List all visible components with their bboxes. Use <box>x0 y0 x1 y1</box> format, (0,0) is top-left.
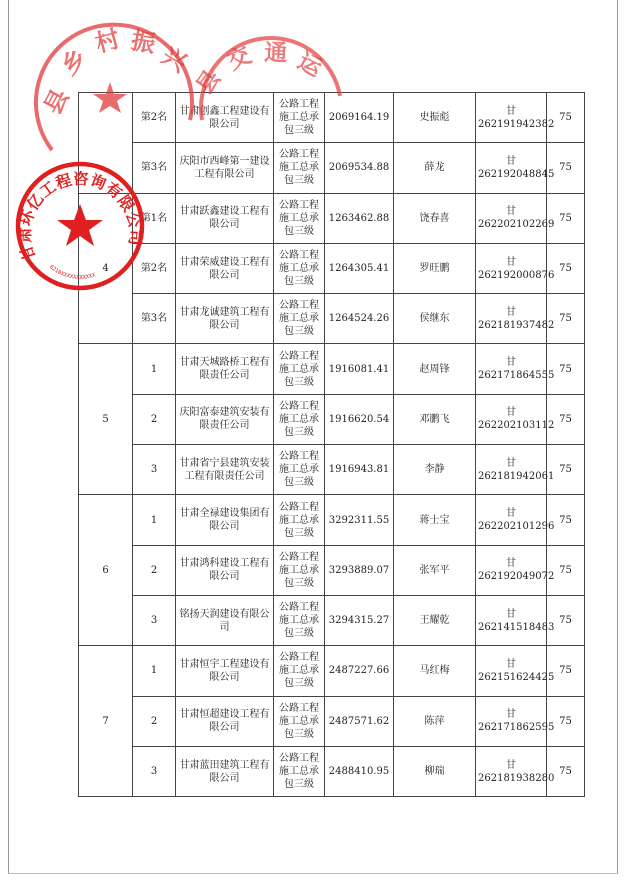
bid-price-cell: 1264524.26 <box>325 294 394 344</box>
svg-text:通: 通 <box>263 39 288 67</box>
group-number <box>79 93 133 194</box>
svg-text:村: 村 <box>92 23 123 58</box>
rank-cell: 1 <box>133 344 176 394</box>
score-cell: 75 <box>547 143 585 193</box>
table-row <box>79 646 585 696</box>
rank-cell: 第3名 <box>133 143 176 193</box>
table-row <box>79 344 585 394</box>
qualification-cell: 公路工程施工总承包三级 <box>274 595 325 645</box>
svg-text:6210XXXXXXXXXXX: 6210XXXXXXXXXXX <box>47 264 97 282</box>
rank-cell: 3 <box>133 595 176 645</box>
table-row <box>79 243 585 293</box>
table-row <box>79 93 585 143</box>
score-cell: 75 <box>547 193 585 243</box>
table-row <box>79 193 585 243</box>
bid-price-cell: 1916943.81 <box>325 445 394 495</box>
manager-cell: 李静 <box>394 445 476 495</box>
certificate-cell <box>476 595 555 645</box>
certificate-number: 262151624425 <box>478 671 555 683</box>
score-cell: 75 <box>547 495 585 545</box>
certificate-prefix: 甘 <box>506 709 516 721</box>
manager-cell: 薛龙 <box>394 143 476 193</box>
company-cell: 甘肃鸿科建设工程有限公司 <box>176 545 274 595</box>
qualification-cell: 公路工程施工总承包三级 <box>274 394 325 444</box>
certificate-number: 262192049072 <box>478 571 555 583</box>
table-row <box>79 495 585 545</box>
bid-price-cell: 2487571.62 <box>325 696 394 746</box>
group-number: 4 <box>79 193 133 344</box>
bid-price-cell: 2488410.95 <box>325 746 394 796</box>
bid-price-cell: 1263462.88 <box>325 193 394 243</box>
qualification-cell: 公路工程施工总承包三级 <box>274 696 325 746</box>
certificate-number: 262171862595 <box>478 722 555 734</box>
rank-cell: 1 <box>133 495 176 545</box>
rank-cell: 2 <box>133 394 176 444</box>
certificate-number: 262181938280 <box>478 772 555 784</box>
certificate-cell <box>476 243 555 293</box>
svg-text:县: 县 <box>190 65 227 100</box>
manager-cell: 邓鹏飞 <box>394 394 476 444</box>
score-cell: 75 <box>547 545 585 595</box>
bid-price-cell: 1916620.54 <box>325 394 394 444</box>
qualification-cell: 公路工程施工总承包三级 <box>274 294 325 344</box>
qualification-cell: 公路工程施工总承包三级 <box>274 646 325 696</box>
certificate-number: 262171864555 <box>478 370 555 382</box>
score-cell: 75 <box>547 746 585 796</box>
certificate-prefix: 甘 <box>506 558 516 570</box>
bid-price-cell: 2069164.19 <box>325 93 394 143</box>
score-cell: 75 <box>547 646 585 696</box>
svg-text:振: 振 <box>128 25 158 59</box>
svg-text:兴: 兴 <box>156 40 193 78</box>
manager-cell: 赵周锋 <box>394 344 476 394</box>
manager-cell: 蒋士宝 <box>394 495 476 545</box>
rank-cell: 1 <box>133 646 176 696</box>
manager-cell: 马红梅 <box>394 646 476 696</box>
score-cell: 75 <box>547 344 585 394</box>
manager-cell: 史振彪 <box>394 93 476 143</box>
score-cell: 75 <box>547 243 585 293</box>
qualification-cell: 公路工程施工总承包三级 <box>274 243 325 293</box>
manager-cell: 饶春喜 <box>394 193 476 243</box>
certificate-cell <box>476 344 555 394</box>
svg-text:甘肃环亿工程咨询有限公司: 甘肃环亿工程咨询有限公司 <box>14 169 146 264</box>
table-row <box>79 294 585 344</box>
table-row <box>79 394 585 444</box>
rank-cell: 3 <box>133 746 176 796</box>
company-cell: 甘肃恒宇工程建设有限公司 <box>176 646 274 696</box>
certificate-number: 262141518483 <box>478 621 555 633</box>
svg-text:运: 运 <box>293 47 327 83</box>
rank-cell: 第2名 <box>133 93 176 143</box>
rank-cell: 第3名 <box>133 294 176 344</box>
certificate-prefix: 甘 <box>506 256 516 268</box>
certificate-cell <box>476 93 555 143</box>
table-row <box>79 746 585 796</box>
rank-cell: 第1名 <box>133 193 176 243</box>
table-row <box>79 445 585 495</box>
bid-price-cell: 1916081.41 <box>325 344 394 394</box>
rank-cell: 2 <box>133 696 176 746</box>
bid-price-cell: 3292311.55 <box>325 495 394 545</box>
bid-price-cell: 3294315.27 <box>325 595 394 645</box>
bid-price-cell: 2069534.88 <box>325 143 394 193</box>
table-row <box>79 595 585 645</box>
company-cell: 甘肃龙诚建筑工程有限公司 <box>176 294 274 344</box>
manager-cell: 罗旺鹏 <box>394 243 476 293</box>
svg-text:县: 县 <box>37 84 75 119</box>
certificate-cell <box>476 445 555 495</box>
group-number: 5 <box>79 344 133 495</box>
company-cell: 甘肃跃鑫建设工程有限公司 <box>176 193 274 243</box>
certificate-prefix: 甘 <box>506 105 516 117</box>
table-row <box>79 545 585 595</box>
company-cell: 甘肃全禄建设集团有限公司 <box>176 495 274 545</box>
company-cell: 甘肃荣威建设工程有限公司 <box>176 243 274 293</box>
qualification-cell: 公路工程施工总承包三级 <box>274 193 325 243</box>
certificate-cell <box>476 294 555 344</box>
company-cell: 甘肃恒超建设工程有限公司 <box>176 696 274 746</box>
certificate-prefix: 甘 <box>506 407 516 419</box>
svg-text:交: 交 <box>223 41 256 76</box>
score-cell: 75 <box>547 93 585 143</box>
certificate-cell <box>476 696 555 746</box>
company-cell: 庆阳市西峰第一建设工程有限公司 <box>176 143 274 193</box>
group-number: 7 <box>79 646 133 797</box>
certificate-cell <box>476 193 555 243</box>
manager-cell: 陈萍 <box>394 696 476 746</box>
rank-cell: 第2名 <box>133 243 176 293</box>
company-cell: 甘肃省宁县建筑安装工程有限责任公司 <box>176 445 274 495</box>
certificate-number: 262181937482 <box>478 319 555 331</box>
company-cell: 甘肃创鑫工程建设有限公司 <box>176 93 274 143</box>
certificate-number: 262192000876 <box>478 269 555 281</box>
qualification-cell: 公路工程施工总承包三级 <box>274 143 325 193</box>
svg-text:乡: 乡 <box>55 42 93 81</box>
manager-cell: 张军平 <box>394 545 476 595</box>
score-cell: 75 <box>547 394 585 444</box>
certificate-prefix: 甘 <box>506 155 516 167</box>
bid-results-table <box>78 92 585 797</box>
bid-price-cell: 3293889.07 <box>325 545 394 595</box>
certificate-prefix: 甘 <box>506 306 516 318</box>
score-cell: 75 <box>547 445 585 495</box>
manager-cell: 柳瑞 <box>394 746 476 796</box>
qualification-cell: 公路工程施工总承包三级 <box>274 445 325 495</box>
rank-cell: 2 <box>133 545 176 595</box>
certificate-prefix: 甘 <box>506 608 516 620</box>
manager-cell: 王耀乾 <box>394 595 476 645</box>
rank-cell: 3 <box>133 445 176 495</box>
certificate-cell <box>476 495 555 545</box>
certificate-cell <box>476 545 555 595</box>
certificate-number: 262202101296 <box>478 521 555 533</box>
qualification-cell: 公路工程施工总承包三级 <box>274 545 325 595</box>
certificate-number: 262202102269 <box>478 219 555 231</box>
certificate-prefix: 甘 <box>506 658 516 670</box>
manager-cell: 侯继东 <box>394 294 476 344</box>
score-cell: 75 <box>547 696 585 746</box>
certificate-cell <box>476 394 555 444</box>
certificate-prefix: 甘 <box>506 759 516 771</box>
qualification-cell: 公路工程施工总承包三级 <box>274 344 325 394</box>
company-cell: 庆阳富泰建筑安装有限责任公司 <box>176 394 274 444</box>
certificate-prefix: 甘 <box>506 457 516 469</box>
certificate-number: 262191942382 <box>478 118 555 130</box>
company-cell: 甘肃天城路桥工程有限责任公司 <box>176 344 274 394</box>
qualification-cell: 公路工程施工总承包三级 <box>274 93 325 143</box>
table-row <box>79 696 585 746</box>
certificate-prefix: 甘 <box>506 206 516 218</box>
bid-price-cell: 1264305.41 <box>325 243 394 293</box>
score-cell: 75 <box>547 595 585 645</box>
certificate-cell <box>476 143 555 193</box>
certificate-prefix: 甘 <box>506 357 516 369</box>
group-number: 6 <box>79 495 133 646</box>
score-cell: 75 <box>547 294 585 344</box>
certificate-prefix: 甘 <box>506 508 516 520</box>
company-cell: 铭扬天润建设有限公司 <box>176 595 274 645</box>
qualification-cell: 公路工程施工总承包三级 <box>274 495 325 545</box>
company-cell: 甘肃蓝田建筑工程有限公司 <box>176 746 274 796</box>
certificate-cell <box>476 746 555 796</box>
certificate-cell <box>476 646 555 696</box>
certificate-number: 262181942061 <box>478 470 555 482</box>
bid-price-cell: 2487227.66 <box>325 646 394 696</box>
certificate-number: 262192048845 <box>478 168 555 180</box>
table-row <box>79 143 585 193</box>
certificate-number: 262202103112 <box>478 420 555 432</box>
qualification-cell: 公路工程施工总承包三级 <box>274 746 325 796</box>
